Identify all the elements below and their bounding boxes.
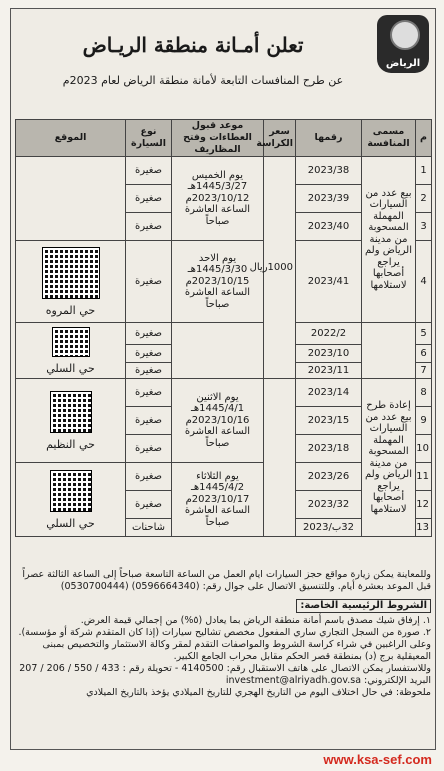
booklet-price-empty: [264, 379, 296, 537]
conditions-title: الشروط الرئيسية الخاصة:: [296, 599, 431, 613]
tender-number: 2023/39: [296, 185, 362, 213]
tender-number: 2023/10: [296, 345, 362, 363]
row-no: 6: [416, 345, 432, 363]
tender-number: 2023/11: [296, 363, 362, 379]
row-no: 13: [416, 519, 432, 537]
tenders-table: [15, 119, 432, 537]
notes-section: [15, 569, 431, 699]
announcement-page: [10, 8, 436, 750]
opening-date: يوم الاثنين 1445/4/1هـ 2023/10/16م الساعة العاشرة صباحاً: [172, 379, 264, 463]
tender-number: 2023/18: [296, 435, 362, 463]
car-type: صغيرة: [126, 463, 172, 491]
qr-code-icon[interactable]: [42, 247, 100, 299]
tender-number: 2023/41: [296, 241, 362, 323]
car-type: صغيرة: [126, 185, 172, 213]
booklet-price: 1000ريال: [264, 157, 296, 379]
header-no: م: [416, 120, 432, 157]
qr-code-icon[interactable]: [50, 470, 92, 512]
car-type: صغيرة: [126, 213, 172, 241]
tender-number: 2023/38: [296, 157, 362, 185]
header-date: موعد قبول العطاءات وفتح المظاريف: [172, 120, 264, 157]
car-type: صغيرة: [126, 241, 172, 323]
page-subtitle: عن طرح المنافسات التابعة لأمانة منطقة الرياض لعام 2023م: [62, 74, 344, 87]
header-name: مسمى المنافسة: [362, 120, 416, 157]
car-type: صغيرة: [126, 345, 172, 363]
location-cell: [16, 463, 126, 537]
header-car: نوع السيارة: [126, 120, 172, 157]
row-no: 4: [416, 241, 432, 323]
car-type: صغيرة: [126, 435, 172, 463]
tender-number: 2023/15: [296, 407, 362, 435]
car-type: صغيرة: [126, 491, 172, 519]
site-watermark: www.ksa-sef.com: [323, 752, 432, 767]
riyadh-municipality-logo: [377, 15, 429, 73]
qr-code-icon[interactable]: [52, 327, 90, 357]
car-type: صغيرة: [126, 407, 172, 435]
location-cell-empty: [16, 157, 126, 241]
table-row: [16, 157, 432, 185]
car-type: صغيرة: [126, 323, 172, 345]
header-price: سعر الكراسة: [264, 120, 296, 157]
condition-1: ١. إرفاق شيك مصدق باسم أمانة منطقة الرياض بما يعادل (٥%) من إجمالي قيمة العرض.: [80, 615, 431, 626]
location-name: حي السلي: [46, 516, 95, 530]
table-row: [16, 379, 432, 407]
row-no: 5: [416, 323, 432, 345]
page-title: تعلن أمـانة منطقة الريـاض: [82, 33, 304, 57]
tender-number: 2023/32: [296, 491, 362, 519]
tender-name-group2: إعادة طرح بيع عدد من السيارات المهملة المسحوبة من مدينة الرياض ولم يراجع أصحابها لاستلامها: [362, 379, 416, 537]
row-no: 2: [416, 185, 432, 213]
tender-number: 2023/26: [296, 463, 362, 491]
logo-text: الرياض: [385, 58, 421, 69]
contact-email[interactable]: البريد الإلكتروني: investment@alriyadh.gov.sa: [225, 675, 431, 686]
row-no: 11: [416, 463, 432, 491]
car-type: صغيرة: [126, 157, 172, 185]
car-type: صغيرة: [126, 379, 172, 407]
location-cell: [16, 241, 126, 323]
opening-date: يوم الخميس 1445/3/27هـ 2023/10/12م الساعة العاشرة صباحاً: [172, 157, 264, 241]
header-location: الموقع: [16, 120, 126, 157]
tender-number: 2023/40: [296, 213, 362, 241]
palm-emblem-icon: [390, 20, 420, 50]
row-no: 3: [416, 213, 432, 241]
location-name: حي المروه: [45, 303, 96, 317]
qr-code-icon[interactable]: [50, 391, 92, 433]
row-no: 8: [416, 379, 432, 407]
location-name: حي النظيم: [46, 437, 95, 451]
header: [11, 9, 435, 119]
table-header-row: [16, 120, 432, 157]
location-cell: [16, 323, 126, 379]
tender-name-empty: [362, 323, 416, 379]
row-no: 9: [416, 407, 432, 435]
table-row: [16, 323, 432, 345]
header-num: رقمها: [296, 120, 362, 157]
tender-number: 2023/14: [296, 379, 362, 407]
car-type: شاحنات: [126, 519, 172, 537]
visit-info: وللمعاينة يمكن زيارة مواقع حجز السيارات ايام العمل من الساعة التاسعة صباحاً إلى الساعة الثالثة عصراً قبل الموعد بعشرة أيام. وللتنسيق الاتصال على جوال رقم: (0596664340) (0530700444): [22, 569, 431, 592]
opening-date: يوم الاحد 1445/3/30هـ 2023/10/15م الساعة العاشرة صباحاً: [172, 241, 264, 323]
car-type: صغيرة: [126, 363, 172, 379]
condition-2: ٢. صورة من السجل التجاري ساري المفعول مخصص تشاليح سيارات (إذا كان المتقدم شركة أو مؤسسة).: [18, 627, 431, 638]
opening-date: يوم الثلاثاء 1445/4/2هـ 2023/10/17م الساعة العاشرة صباحاً: [172, 463, 264, 537]
location-name: حي السلي: [46, 361, 95, 375]
row-no: 10: [416, 435, 432, 463]
opening-date-cont: [172, 323, 264, 379]
condition-3: وعلى الراغبين في شراء كراسة الشروط والمواصفات التقدم لمقر وكالة الاستثمار والتخصيص بمبنى المعيقلية برج (د) بمنطقة قصر الحكم مقابل محراب الجامع الكبير.: [42, 639, 431, 662]
tender-number: 2022/2: [296, 323, 362, 345]
location-cell: [16, 379, 126, 463]
date-note: ملحوظة: في حال اختلاف اليوم من التاريخ الهجري للتاريخ الميلادي يؤخذ بالتاريخ الميلادي: [86, 687, 431, 698]
row-no: 1: [416, 157, 432, 185]
row-no: 12: [416, 491, 432, 519]
tender-number: 32ب/2023: [296, 519, 362, 537]
tender-name-group1: بيع عدد من السيارات المهملة المسحوبة من مدينة الرياض ولم يراجع أصحابها لاستلامها: [362, 157, 416, 323]
row-no: 7: [416, 363, 432, 379]
inquiry-phones: وللاستفسار يمكن الاتصال على هاتف الاستقبال رقم: 4140500 - تحويلة رقم : 433 / 550 / 206 / 207: [19, 663, 431, 674]
